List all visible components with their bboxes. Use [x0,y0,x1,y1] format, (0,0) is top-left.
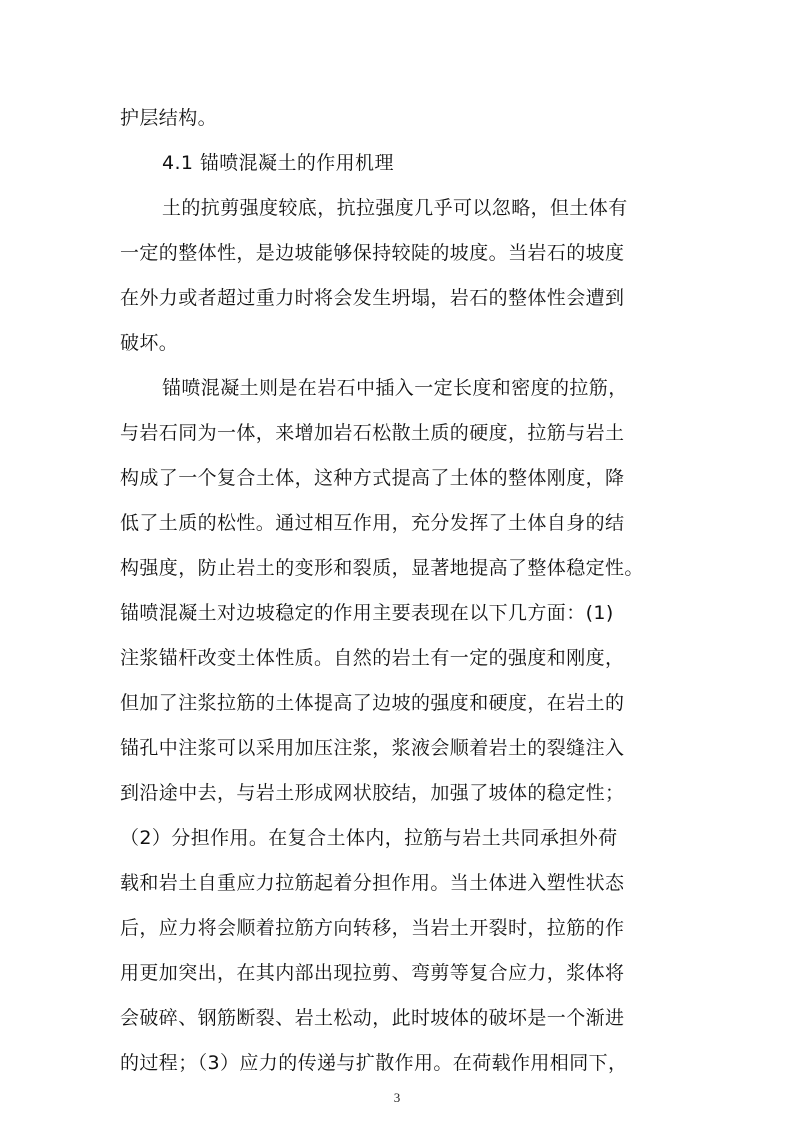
paragraph-line: 护层结构。 [120,107,218,129]
paragraph-line: 会破碎、钢筋断裂、岩土松动，此时坡体的破坏是一个渐进 [120,1007,625,1029]
paragraph-line: 锚喷混凝土则是在岩石中插入一定长度和密度的拉筋， [162,377,628,399]
paragraph-line: 锚喷混凝土对边坡稳定的作用主要表现在以下几方面：(1) [120,602,614,624]
paragraph-line: 到沿途中去，与岩土形成网状胶结，加强了坡体的稳定性； [120,782,625,804]
paragraph-line: 低了土质的松性。通过相互作用，充分发挥了土体自身的结 [120,512,625,534]
paragraph-line: 一定的整体性，是边坡能够保持较陡的坡度。当岩石的坡度 [120,242,625,264]
paragraph-line: 的过程；（3）应力的传递与扩散作用。在荷载作用相同下， [120,1052,628,1074]
paragraph-line: 构成了一个复合土体，这种方式提高了土体的整体刚度，降 [120,467,625,489]
paragraph-line: 与岩石同为一体，来增加岩石松散土质的硬度，拉筋与岩土 [120,422,625,444]
paragraph-line: 破坏。 [120,332,179,354]
page-number: 3 [393,1090,401,1105]
paragraph-line: 但加了注浆拉筋的土体提高了边坡的强度和硬度，在岩土的 [120,692,625,714]
paragraph-line: 用更加突出，在其内部出现拉剪、弯剪等复合应力，浆体将 [120,962,625,984]
paragraph-line: （2）分担作用。在复合土体内，拉筋与岩土共同承担外荷 [120,827,618,849]
paragraph-line: 在外力或者超过重力时将会发生坍塌，岩石的整体性会遭到 [120,287,625,309]
paragraph-line: 构强度，防止岩土的变形和裂质，显著地提高了整体稳定性。 [120,557,644,579]
paragraph-line: 注浆锚杆改变土体性质。自然的岩土有一定的强度和刚度， [120,647,625,669]
paragraph-line: 锚孔中注浆可以采用加压注浆，浆液会顺着岩土的裂缝注入 [120,737,625,759]
paragraph-line: 载和岩土自重应力拉筋起着分担作用。当土体进入塑性状态 [120,872,625,894]
paragraph-line: 后，应力将会顺着拉筋方向转移，当岩土开裂时，拉筋的作 [120,917,625,939]
section-heading: 4.1 锚喷混凝土的作用机理 [162,152,394,174]
paragraph-line: 土的抗剪强度较底，抗拉强度几乎可以忽略，但土体有 [162,197,628,219]
